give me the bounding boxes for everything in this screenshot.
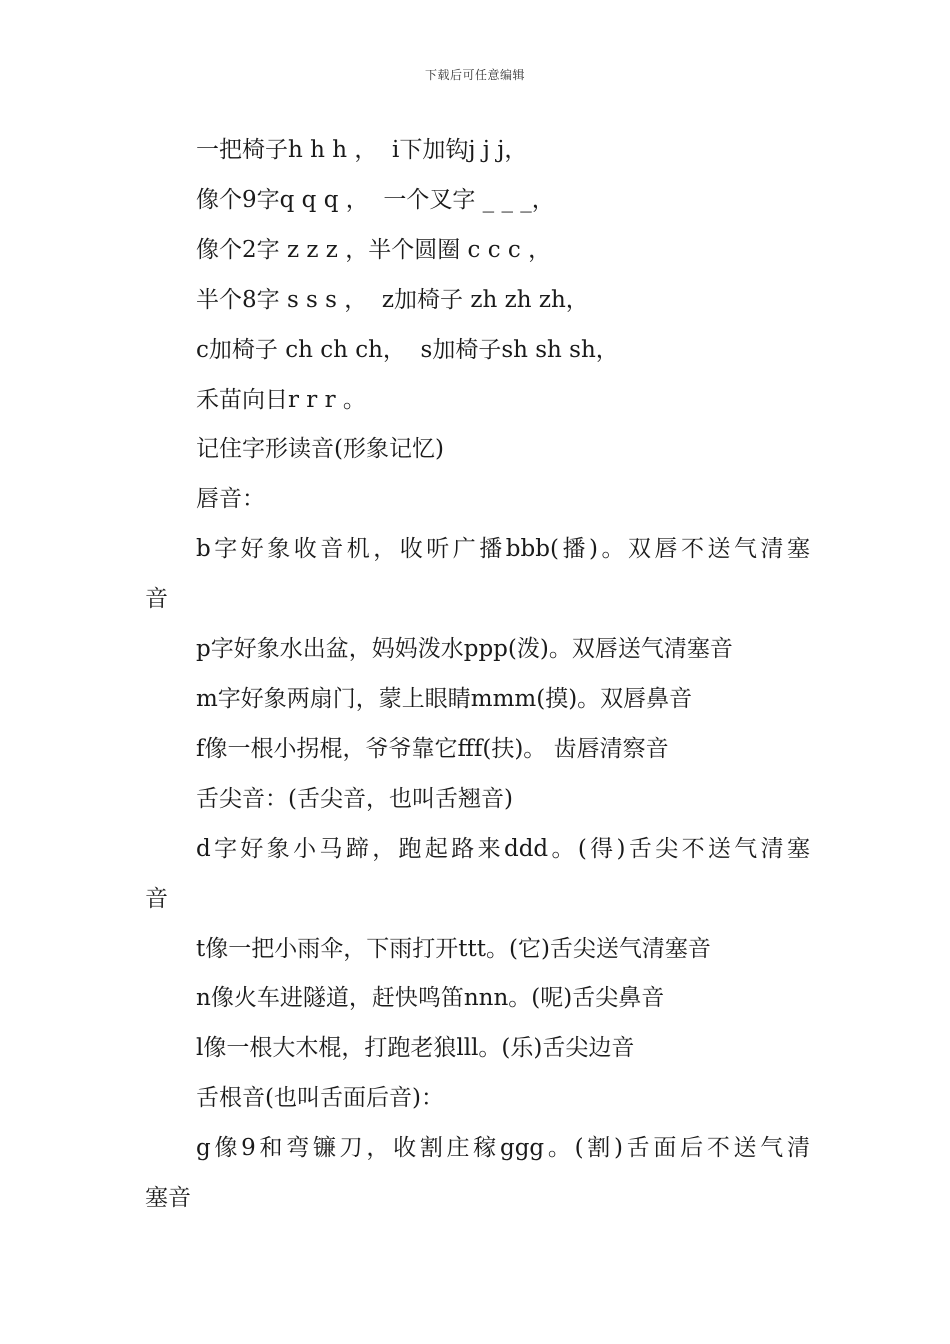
paragraph-line: 唇音：	[196, 486, 265, 513]
paragraph-line: b字好象收音机，收听广播bbb(播)。双唇不送气清塞	[196, 536, 810, 563]
paragraph-line: f像一根小拐棍，爷爷靠它fff(扶)。 齿唇清察音	[196, 735, 669, 762]
paragraph-line: 像个9字q q q ， 一个叉字 _ _ _，	[196, 186, 555, 213]
paragraph-line: l像一根大木棍，打跑老狼lll。(乐)舌尖边音	[196, 1035, 635, 1062]
paragraph-line: p字好象水出盆，妈妈泼水ppp(泼)。双唇送气清塞音	[196, 636, 733, 663]
paragraph-line: 记住字形读音(形象记忆)	[196, 436, 444, 463]
paragraph-line: g像9和弯镰刀，收割庄稼ggg。(割)舌面后不送气清	[196, 1135, 810, 1162]
paragraph-line: 舌尖音：(舌尖音，也叫舌翘音)	[196, 785, 513, 812]
paragraph-line: 舌根音(也叫舌面后音)：	[196, 1085, 444, 1112]
page-header: 下载后可任意编辑	[424, 68, 525, 82]
paragraph-line: 一把椅子h h h ， i下加钩j j j，	[196, 137, 528, 163]
paragraph-line: 半个8字 s s s ， z加椅子 zh zh zh，	[196, 286, 589, 313]
paragraph-continuation: 塞音	[145, 1185, 191, 1212]
paragraph-line: n像火车进隧道，赶快鸣笛nnn。(呢)舌尖鼻音	[196, 985, 665, 1012]
paragraph-line: m字好象两扇门，蒙上眼睛mmm(摸)。双唇鼻音	[196, 685, 693, 712]
paragraph-line: c加椅子 ch ch ch， s加椅子sh sh sh，	[196, 336, 619, 363]
paragraph-continuation: 音	[145, 586, 168, 613]
paragraph-line: 像个2字 z z z ，半个圆圈 c c c ，	[196, 236, 552, 263]
document-body	[145, 126, 810, 1224]
paragraph-continuation: 音	[145, 885, 168, 912]
paragraph-line: t像一把小雨伞，下雨打开ttt。(它)舌尖送气清塞音	[196, 935, 711, 962]
paragraph-line: d字好象小马蹄，跑起路来ddd。(得)舌尖不送气清塞	[196, 835, 810, 862]
paragraph-line: 禾苗向日r r r 。	[196, 386, 366, 413]
